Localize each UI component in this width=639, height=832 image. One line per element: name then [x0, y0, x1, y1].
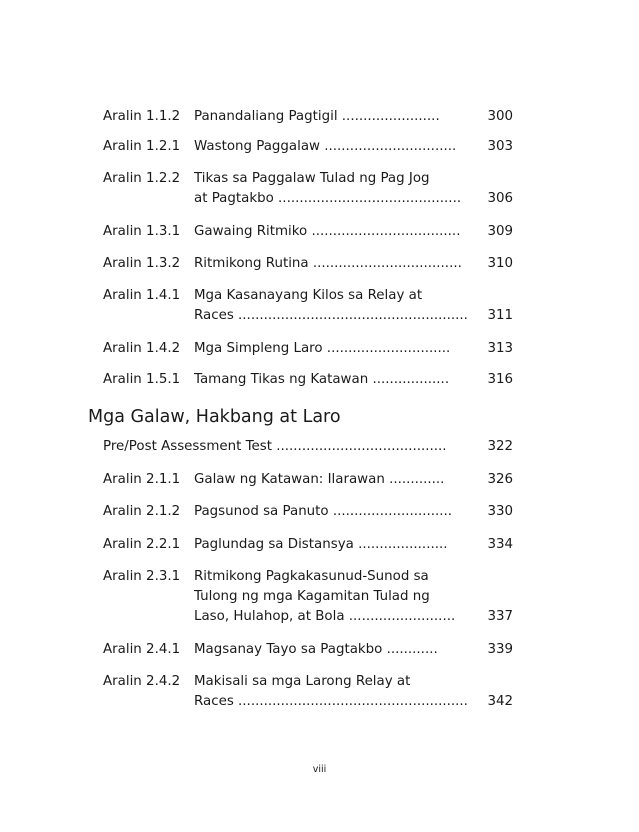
page-number: 300 — [487, 109, 513, 124]
lesson-title-line: Tikas sa Paggalaw Tulad ng Pag Jog — [194, 171, 430, 186]
page-number: 326 — [487, 472, 513, 487]
lesson-title — [194, 339, 476, 359]
lesson-code: Aralin 2.3.1 — [103, 569, 181, 584]
lesson-title — [194, 470, 476, 490]
lesson-title — [194, 567, 476, 627]
lesson-title-line: Gawaing Ritmiko ................................... — [194, 224, 461, 239]
page-number: 316 — [487, 372, 513, 387]
lesson-title-line: Panandaliang Pagtigil ....................... — [194, 109, 440, 124]
lesson-title — [194, 672, 476, 712]
assessment-title-line: Pre/Post Assessment Test ........................................ — [103, 439, 447, 454]
page-number: 339 — [487, 642, 513, 657]
lesson-code: Aralin 2.1.1 — [103, 472, 181, 487]
lesson-title-line: Wastong Paggalaw ............................... — [194, 139, 457, 154]
lesson-code: Aralin 1.5.1 — [103, 372, 181, 387]
page-number: 342 — [487, 694, 513, 709]
lesson-code: Aralin 2.4.2 — [103, 674, 181, 689]
lesson-title — [194, 137, 476, 157]
lesson-code: Aralin 1.2.2 — [103, 171, 181, 186]
lesson-code: Aralin 2.2.1 — [103, 537, 181, 552]
lesson-title — [194, 107, 476, 127]
lesson-title — [194, 640, 476, 660]
page-number: 306 — [487, 191, 513, 206]
lesson-title-line: Makisali sa mga Larong Relay at — [194, 674, 411, 689]
lesson-title-line: Tamang Tikas ng Katawan .................. — [194, 372, 450, 387]
lesson-title-line: Magsanay Tayo sa Pagtakbo ............ — [194, 642, 438, 657]
lesson-title-line: at Pagtakbo ........................................... — [194, 191, 462, 206]
lesson-code: Aralin 1.4.1 — [103, 288, 181, 303]
lesson-title-line: Races ...................................................... — [194, 308, 468, 323]
lesson-code: Aralin 1.2.1 — [103, 139, 181, 154]
lesson-title-line: Mga Kasanayang Kilos sa Relay at — [194, 288, 423, 303]
lesson-code: Aralin 2.1.2 — [103, 504, 181, 519]
lesson-title-line: Pagsunod sa Panuto ............................ — [194, 504, 453, 519]
lesson-title-line: Galaw ng Katawan: Ilarawan ............. — [194, 472, 445, 487]
assessment-title — [103, 437, 473, 457]
lesson-code: Aralin 1.3.1 — [103, 224, 181, 239]
lesson-title — [194, 502, 476, 522]
footer-page-number: viii — [312, 764, 327, 775]
lesson-title-line: Paglundag sa Distansya ..................... — [194, 537, 448, 552]
page-number: 322 — [487, 439, 513, 454]
lesson-title-line: Races ...................................................... — [194, 694, 468, 709]
lesson-code: Aralin 1.3.2 — [103, 256, 181, 271]
lesson-title-line: Ritmikong Rutina ................................... — [194, 256, 462, 271]
lesson-title — [194, 286, 476, 326]
page-number: 313 — [487, 341, 513, 356]
lesson-title — [194, 222, 476, 242]
lesson-code: Aralin 2.4.1 — [103, 642, 181, 657]
page-number: 311 — [487, 308, 513, 323]
page-number: 330 — [487, 504, 513, 519]
lesson-code: Aralin 1.4.2 — [103, 341, 181, 356]
lesson-title — [194, 370, 476, 390]
lesson-title — [194, 254, 476, 274]
lesson-title-line: Ritmikong Pagkakasunud-Sunod sa — [194, 569, 429, 584]
lesson-title — [194, 169, 476, 209]
page-number: 303 — [487, 139, 513, 154]
lesson-title — [194, 535, 476, 555]
page-number: 309 — [487, 224, 513, 239]
section-heading: Mga Galaw, Hakbang at Laro — [88, 407, 341, 427]
lesson-title-line: Mga Simpleng Laro ............................. — [194, 341, 451, 356]
page-number: 310 — [487, 256, 513, 271]
lesson-code: Aralin 1.1.2 — [103, 109, 181, 124]
page-number: 334 — [487, 537, 513, 552]
lesson-title-line: Laso, Hulahop, at Bola ......................... — [194, 609, 456, 624]
lesson-title-line: Tulong ng mga Kagamitan Tulad ng — [194, 589, 430, 604]
page-number: 337 — [487, 609, 513, 624]
